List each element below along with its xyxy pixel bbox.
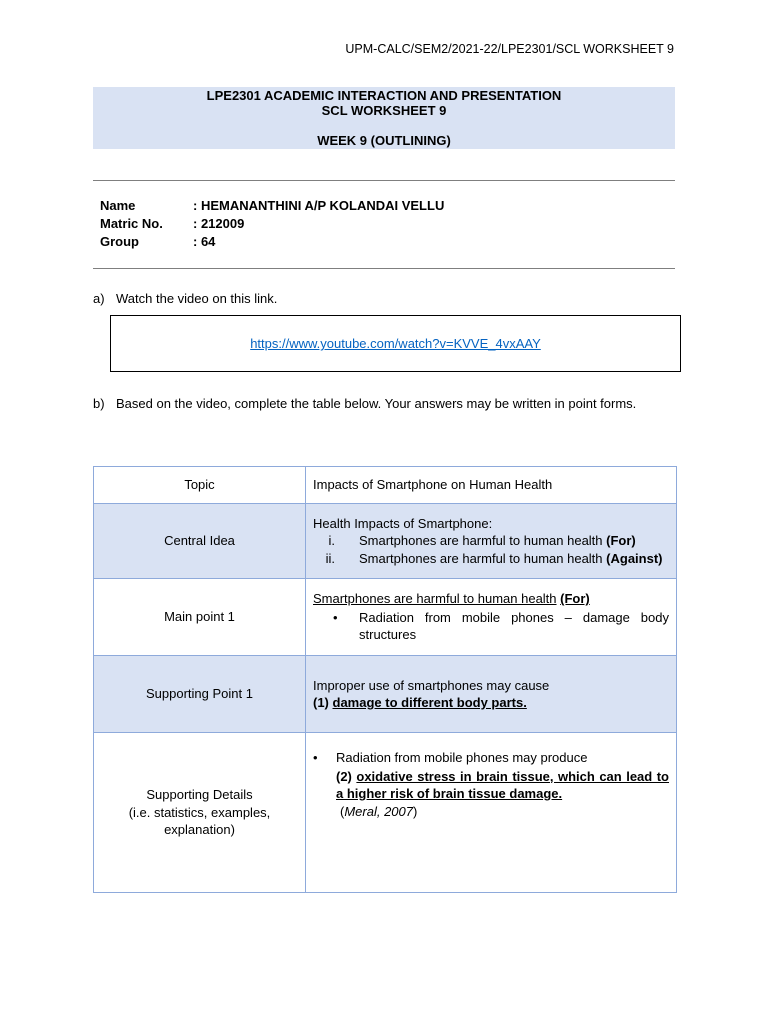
table-row-topic [94,467,677,504]
supporting-point-line1: Improper use of smartphones may cause [313,677,550,693]
link-box [110,315,681,372]
divider-top [93,180,675,181]
question-b-marker: b) [93,396,105,411]
supporting-details-cell [306,733,677,893]
course-title: LPE2301 ACADEMIC INTERACTION AND PRESENTATION [206,88,562,103]
outline-table [93,466,677,893]
supporting-point-line2 [313,694,669,712]
list-tag: (For) [606,533,636,549]
central-idea-intro: Health Impacts of Smartphone: [313,515,493,531]
supporting-details-label [94,733,306,893]
question-a [93,288,675,311]
week-title: WEEK 9 (OUTLINING) [317,133,451,148]
citation [336,803,669,821]
name-value: : HEMANANTHINI A/P KOLANDAI VELLU [193,198,445,213]
main-point-label: Main point 1 [94,579,306,656]
question-a-marker: a) [93,291,105,306]
list-item [313,749,669,820]
main-point-heading [313,590,669,608]
document-code: UPM-CALC/SEM2/2021-22/LPE2301/SCL WORKSHEET 9 [345,42,674,56]
list-item [313,550,669,568]
list-item [313,609,669,644]
supporting-point-emphasis: damage to different body parts. [332,695,527,710]
main-point-cell [306,579,677,656]
main-point-heading-tag: (For) [560,591,590,607]
supporting-point-number: (1) [313,695,329,710]
name-label: Name [100,198,136,213]
supporting-details-label-line2: (i.e. statistics, examples, [128,804,271,820]
main-point-bullets [313,609,669,644]
list-text: Smartphones are harmful to human health [359,550,603,566]
main-point-bullet-text: Radiation from mobile phones – damage body structures [359,609,669,643]
list-tag: (Against) [606,550,663,566]
citation-open: ( [340,803,345,819]
citation-text: Meral, 2007 [344,803,413,819]
question-a-text: Watch the video on this link. [116,291,278,306]
supporting-details-bullets [313,749,669,820]
title-banner [93,87,675,149]
table-row-supporting-point [94,656,677,733]
group-label: Group [100,234,139,249]
table-row-main-point [94,579,677,656]
question-b-text: Based on the video, complete the table below. Your answers may be written in point forms. [116,396,637,411]
matric-label: Matric No. [100,216,163,231]
supporting-details-number: (2) [336,768,352,784]
topic-label: Topic [94,467,306,504]
divider-bottom [93,268,675,269]
table-row-central-idea [94,504,677,579]
list-text: Smartphones are harmful to human health [359,533,603,549]
list-number: ii. [325,550,335,566]
central-idea-list [313,532,669,567]
supporting-point-cell [306,656,677,733]
supporting-details-bullet-text: Radiation from mobile phones may produce [336,750,588,765]
citation-close: ) [413,803,418,819]
supporting-details-label-line3: explanation) [164,822,235,838]
video-link[interactable]: https://www.youtube.com/watch?v=KVVE_4vxAAY [250,336,541,351]
central-idea-label: Central Idea [94,504,306,579]
list-number: i. [328,533,335,549]
table-row-supporting-details [94,733,677,893]
matric-value: : 212009 [193,216,245,231]
supporting-details-emphasis-line [336,768,669,803]
supporting-details-emphasis: oxidative stress in brain tissue, which can lead to a higher risk of brain tissue damage. [336,768,669,801]
group-value: : 64 [193,234,216,249]
supporting-point-label: Supporting Point 1 [94,656,306,733]
central-idea-cell [306,504,677,579]
worksheet-title: SCL WORKSHEET 9 [321,103,447,118]
bullet-icon: • [333,609,338,625]
supporting-details-label-line1: Supporting Details [146,787,253,803]
question-b [93,393,675,416]
bullet-icon: • [313,750,318,765]
list-item [313,532,669,550]
topic-value: Impacts of Smartphone on Human Health [306,467,677,504]
main-point-heading-text: Smartphones are harmful to human health [313,591,557,607]
